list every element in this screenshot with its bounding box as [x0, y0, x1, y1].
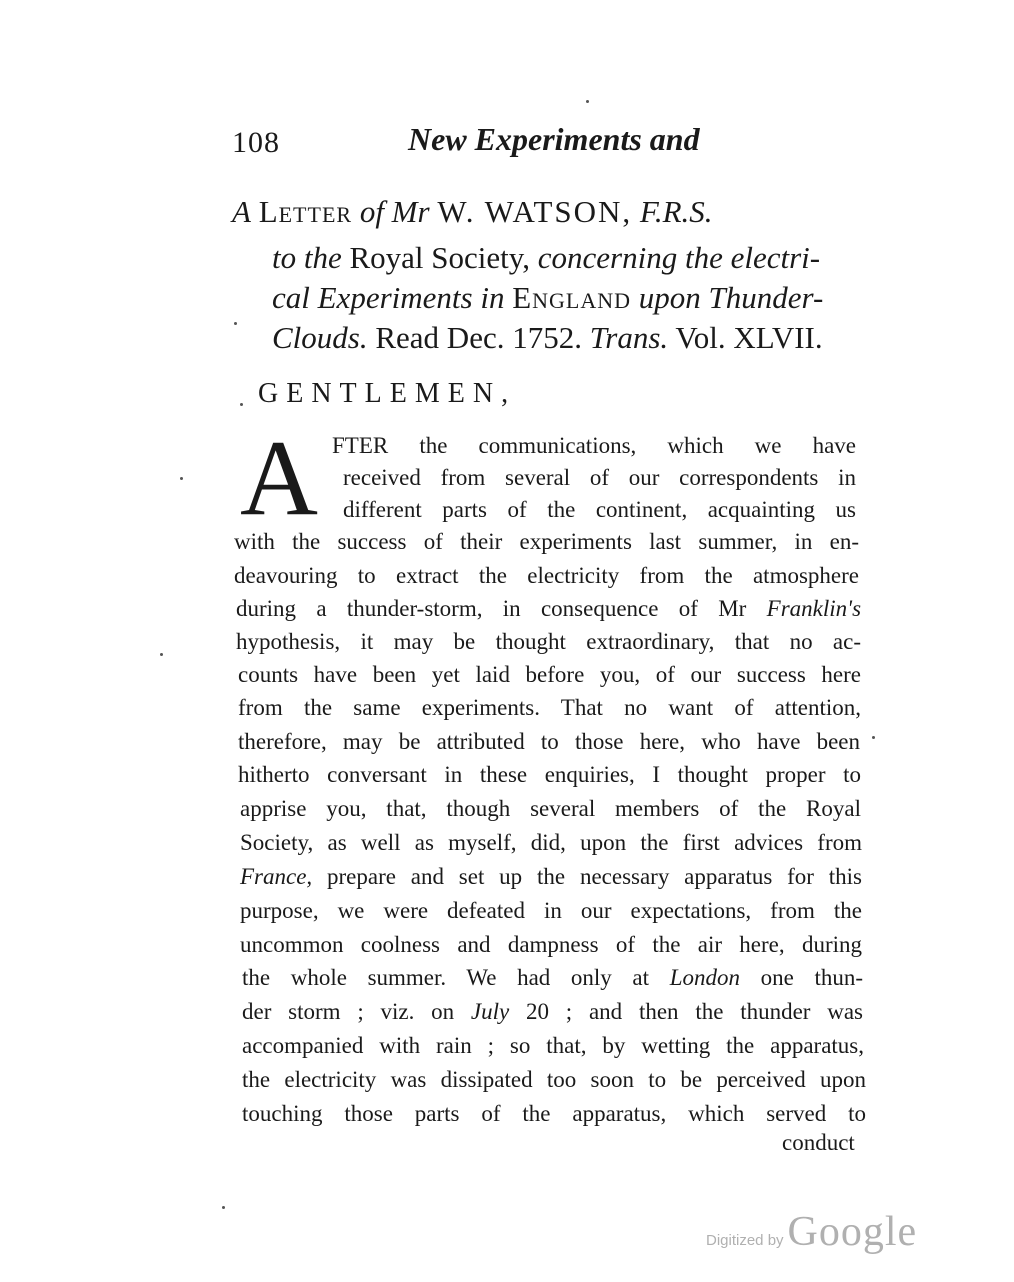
body-line: accompanied with rain ; so that, by wetting the apparatus,: [242, 1033, 864, 1058]
body-line: FTER the communications, which we have: [332, 433, 856, 458]
title-line-4: [272, 318, 823, 358]
title-trans: Trans.: [589, 320, 669, 355]
title-line-3: [272, 278, 823, 318]
body-line: [240, 861, 862, 893]
title-volume: Vol. XLVII.: [675, 320, 823, 355]
scan-speck: [872, 736, 875, 739]
body-line: apprise you, that, though several members of the Royal: [240, 796, 861, 821]
body-line: from the same experiments. That no want of attention,: [238, 695, 861, 720]
body-line: therefore, may be attributed to those here, who have been: [238, 729, 860, 754]
date-july: July: [470, 999, 510, 1024]
catchword: conduct: [782, 1130, 855, 1155]
watermark-small-text: Digitized by: [706, 1232, 784, 1249]
body-line: counts have been yet laid before you, of our success here: [238, 662, 861, 687]
title-of-mr: of Mr: [359, 194, 430, 229]
body-line: uncommon coolness and dampness of the air here, during: [240, 932, 862, 957]
scan-speck: [222, 1206, 225, 1209]
scan-speck: [240, 403, 243, 406]
title-line-1: [232, 192, 713, 232]
text-span: prepare and set up the necessary apparatus for this: [327, 864, 862, 889]
title-experiments: cal Experiments in: [272, 280, 505, 315]
body-line: [236, 593, 861, 625]
place-france: France,: [240, 864, 313, 889]
place-london: London: [669, 965, 740, 990]
title-society: Royal Society,: [349, 240, 531, 275]
scan-speck: [586, 100, 589, 103]
body-line: [242, 962, 863, 994]
title-letter: Letter: [258, 194, 353, 229]
body-line: received from several of our correspondents in: [343, 465, 856, 490]
body-line: with the success of their experiments last summer, in en-: [234, 529, 859, 554]
body-line: Society, as well as myself, did, upon the first advices from: [240, 830, 862, 855]
body-line: purpose, we were defeated in our expectations, from the: [240, 898, 862, 923]
title-frs: F.R.S.: [639, 194, 713, 229]
name-franklin: Franklin's: [766, 596, 862, 621]
title-to-the: to the: [272, 240, 342, 275]
page-number: 108: [232, 126, 280, 159]
body-line: [242, 996, 863, 1028]
text-span: der storm ; viz. on: [242, 999, 455, 1024]
title-author: W. WATSON,: [437, 194, 633, 229]
body-line: deavouring to extract the electricity from the atmosphere: [234, 563, 859, 588]
text-span: during a thunder-storm, in consequence of Mr: [236, 596, 747, 621]
body-line: the electricity was dissipated too soon to be perceived upon: [242, 1067, 866, 1092]
title-england: England: [512, 280, 632, 315]
scan-speck: [234, 322, 237, 325]
title-upon-thunder: upon Thunder-: [638, 280, 824, 315]
title-concerning: concerning the electri-: [537, 240, 821, 275]
scan-speck: [160, 653, 163, 656]
body-line: different parts of the continent, acquainting us: [343, 497, 856, 522]
body-line: hypothesis, it may be thought extraordinary, that no ac-: [236, 629, 861, 654]
text-span: one thun-: [760, 965, 864, 990]
title-line-2: [272, 238, 820, 278]
text-span: the whole summer. We had only at: [242, 965, 650, 990]
salutation: GENTLEMEN,: [258, 378, 517, 409]
body-line: hitherto conversant in these enquiries, I thought proper to: [238, 762, 861, 787]
title-a: A: [232, 194, 251, 229]
digitized-by-google-watermark: [706, 1208, 917, 1256]
title-read-date: Read Dec. 1752.: [375, 320, 582, 355]
title-clouds: Clouds.: [272, 320, 368, 355]
running-head: New Experiments and: [408, 121, 700, 157]
scan-speck: [180, 477, 183, 480]
drop-cap: A: [240, 419, 318, 538]
text-span: 20 ; and then the thunder was: [526, 999, 864, 1024]
google-logo-text: Google: [787, 1209, 918, 1255]
body-line: touching those parts of the apparatus, which served to: [242, 1101, 866, 1126]
